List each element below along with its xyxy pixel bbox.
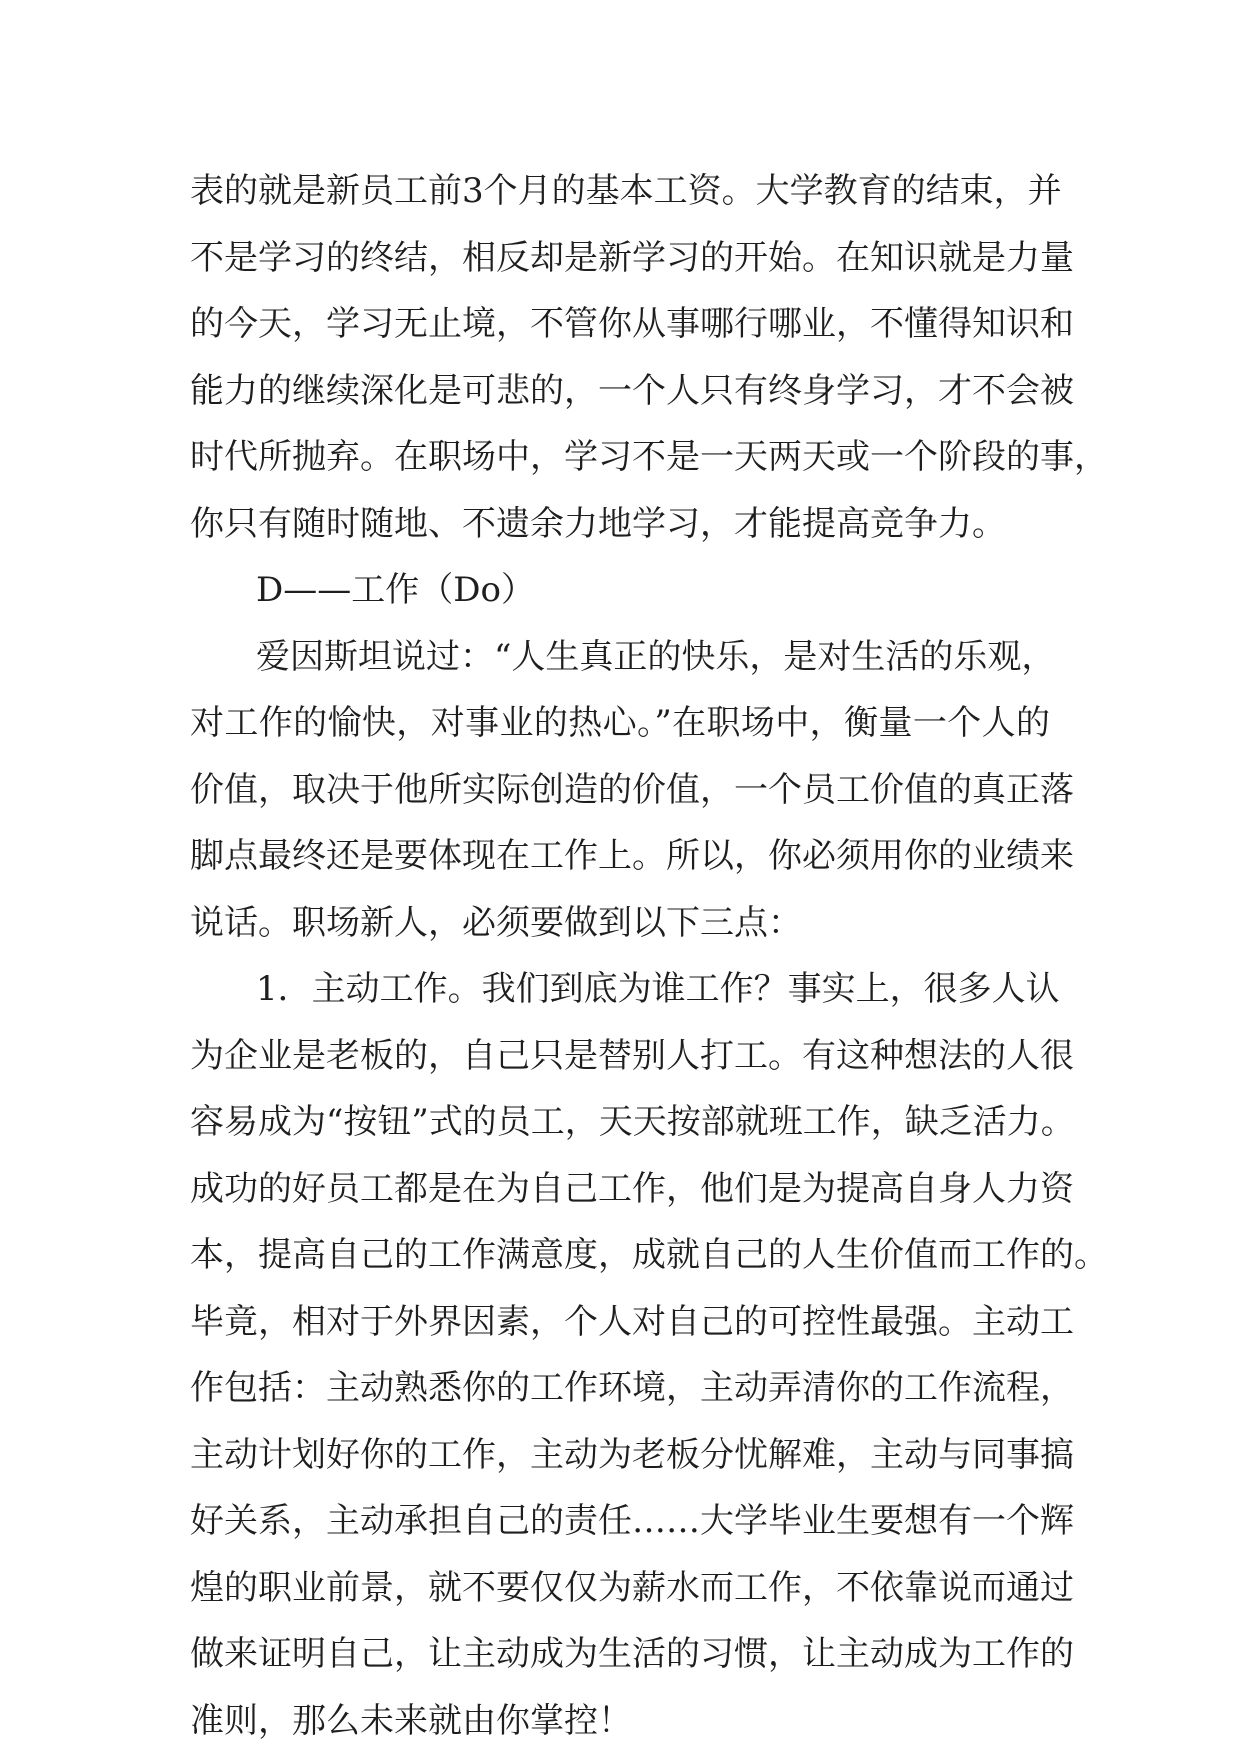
text-line-22: 煌的职业前景，就不要仅仅为薪水而工作，不依靠说而通过 (190, 1567, 1074, 1608)
text-line-5: 时代所抛弃。在职场中，学习不是一天两天或一个阶段的事， (190, 437, 1108, 477)
text-line-10: 价值，取决于他所实际创造的价值，一个员工价值的真正落 (190, 769, 1074, 810)
text-line-16: 成功的好员工都是在为自己工作，他们是为提高自身人力资 (190, 1168, 1074, 1209)
text-line-23: 做来证明自己，让主动成为生活的习惯，让主动成为工作的 (190, 1634, 1074, 1674)
text-line-21: 好关系，主动承担自己的责任……大学毕业生要想有一个辉 (190, 1501, 1074, 1541)
text-line-4: 能力的继续深化是可悲的，一个人只有终身学习，才不会被 (190, 370, 1074, 411)
text-line-15: 容易成为“按钮”式的员工，天天按部就班工作，缺乏活力。 (190, 1102, 1075, 1142)
text-line-9: 对工作的愉快，对事业的热心。”在职场中，衡量一个人的 (190, 703, 1050, 743)
text-line-2: 不是学习的终结，相反却是新学习的开始。在知识就是力量 (190, 237, 1074, 278)
text-line-1: 表的就是新员工前3个月的基本工资。大学教育的结束，并 (190, 171, 1062, 211)
text-line-8: 爱因斯坦说过：“人生真正的快乐，是对生活的乐观， (256, 636, 1056, 677)
text-line-24: 准则，那么未来就由你掌控！ (190, 1700, 632, 1741)
text-line-6: 你只有随时随地、不遗余力地学习，才能提高竞争力。 (190, 503, 1006, 544)
text-line-19: 作包括：主动熟悉你的工作环境，主动弄清你的工作流程， (190, 1368, 1074, 1408)
section-heading-do: D——工作（Do） (256, 570, 535, 610)
text-line-11: 脚点最终还是要体现在工作上。所以，你必须用你的业绩来 (190, 836, 1074, 876)
text-line-20: 主动计划好你的工作，主动为老板分忧解难，主动与同事搞 (190, 1434, 1074, 1475)
body-text (190, 158, 1108, 1754)
text-line-17: 本，提高自己的工作满意度，成就自己的人生价值而工作的。 (190, 1235, 1108, 1275)
text-line-14: 为企业是老板的，自己只是替别人打工。有这种想法的人很 (190, 1035, 1074, 1076)
text-line-12: 说话。职场新人，必须要做到以下三点： (190, 902, 802, 943)
text-line-3: 的今天，学习无止境，不管你从事哪行哪业，不懂得知识和 (190, 304, 1074, 344)
text-line-18: 毕竟，相对于外界因素，个人对自己的可控性最强。主动工 (190, 1301, 1074, 1342)
text-line-13: 1．主动工作。我们到底为谁工作？事实上，很多人认 (256, 969, 1060, 1009)
